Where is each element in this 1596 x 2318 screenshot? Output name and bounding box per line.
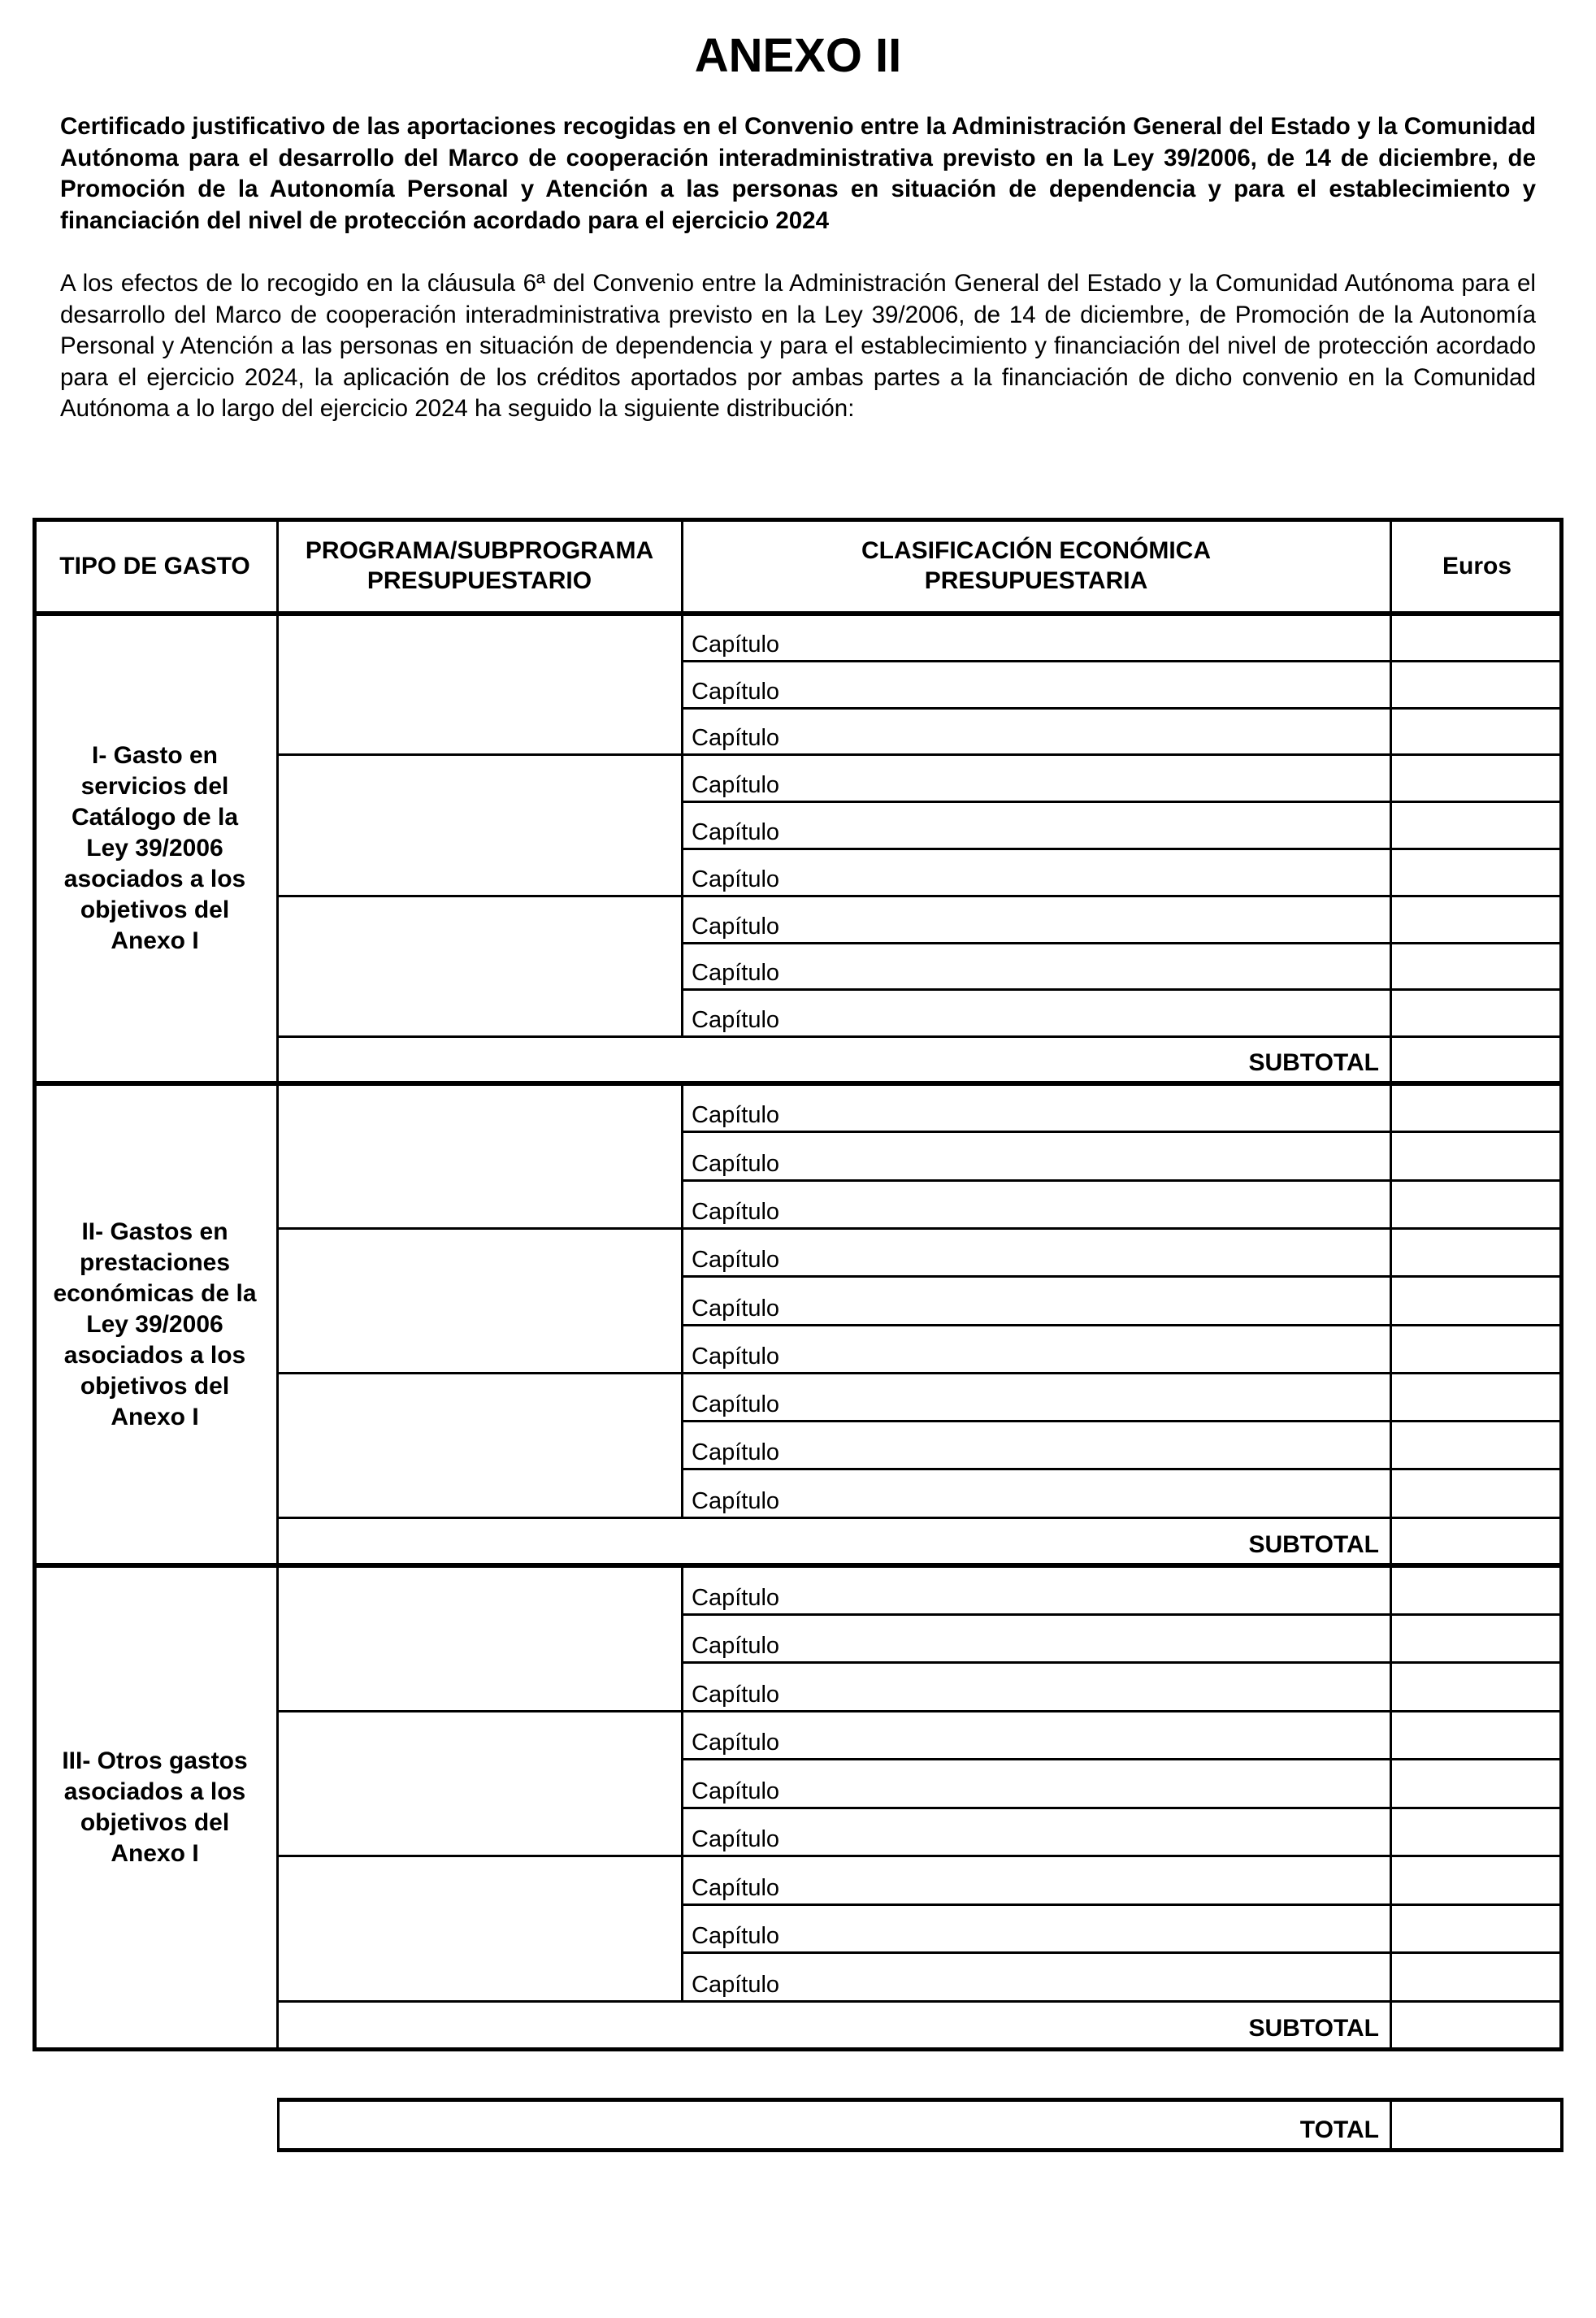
euros-input-cell[interactable] bbox=[1392, 1760, 1560, 1806]
capitulo-cell: Capítulo bbox=[692, 1584, 780, 1611]
header-programa-line1: PROGRAMA/SUBPROGRAMA bbox=[305, 537, 654, 564]
section-label-line: objetivos del bbox=[80, 1372, 230, 1400]
programa-input-cell[interactable] bbox=[279, 615, 680, 753]
euros-input-cell[interactable] bbox=[1392, 1182, 1560, 1226]
programa-input-cell[interactable] bbox=[279, 1857, 680, 1999]
capitulo-cell: Capítulo bbox=[692, 866, 780, 892]
programa-input-cell[interactable] bbox=[279, 1085, 680, 1226]
section-label-line: Catálogo de la bbox=[71, 804, 239, 831]
programa-input-cell[interactable] bbox=[279, 756, 680, 893]
section-label bbox=[33, 1565, 277, 2049]
euros-input-cell[interactable] bbox=[1392, 1422, 1560, 1467]
capitulo-cell: Capítulo bbox=[692, 1681, 780, 1708]
header-programa-line2: PRESUPUESTARIO bbox=[366, 567, 592, 594]
section-label-line: Ley 39/2006 bbox=[86, 835, 223, 862]
euros-input-cell[interactable] bbox=[1392, 1809, 1560, 1855]
euros-input-cell[interactable] bbox=[1392, 1230, 1560, 1274]
capitulo-cell: Capítulo bbox=[692, 1439, 780, 1466]
row-divider bbox=[277, 1517, 1563, 1519]
capitulo-cell: Capítulo bbox=[692, 1102, 780, 1129]
programa-input-cell[interactable] bbox=[279, 1374, 680, 1516]
euros-input-cell[interactable] bbox=[1392, 1085, 1560, 1130]
section-label-line: III- Otros gastos bbox=[62, 1747, 248, 1774]
euros-input-cell[interactable] bbox=[1392, 710, 1560, 753]
programa-input-cell[interactable] bbox=[279, 1712, 680, 1855]
total-value-cell[interactable] bbox=[1392, 2102, 1559, 2148]
header-clasificacion-line2: PRESUPUESTARIA bbox=[924, 567, 1148, 594]
euros-input-cell[interactable] bbox=[1392, 1616, 1560, 1661]
euros-input-cell[interactable] bbox=[1392, 803, 1560, 847]
capitulo-cell: Capítulo bbox=[692, 1778, 780, 1804]
euros-input-cell[interactable] bbox=[1392, 850, 1560, 894]
capitulo-cell: Capítulo bbox=[692, 1150, 780, 1177]
capitulo-cell: Capítulo bbox=[692, 1730, 780, 1756]
euros-input-cell[interactable] bbox=[1392, 1712, 1560, 1758]
capitulo-cell: Capítulo bbox=[692, 772, 780, 799]
euros-input-cell[interactable] bbox=[1392, 615, 1560, 659]
euros-input-cell[interactable] bbox=[1392, 1664, 1560, 1709]
section-label-line: II- Gastos en bbox=[81, 1218, 228, 1245]
page-title: ANEXO II bbox=[694, 29, 902, 82]
section-label-line: objetivos del bbox=[80, 896, 230, 923]
programa-input-cell[interactable] bbox=[279, 897, 680, 1035]
capitulo-cell: Capítulo bbox=[692, 725, 780, 752]
euros-input-cell[interactable] bbox=[1392, 1567, 1560, 1613]
capitulo-cell: Capítulo bbox=[692, 1198, 780, 1225]
section-label bbox=[33, 614, 277, 1083]
col-divider bbox=[681, 1565, 683, 2001]
section-label bbox=[33, 1083, 277, 1565]
euros-input-cell[interactable] bbox=[1392, 1954, 1560, 1999]
programa-input-cell[interactable] bbox=[279, 1230, 680, 1371]
intro-paragraph: A los efectos de lo recogido en la cláusula 6ª del Convenio entre la Administración General del Estado y la Comunidad Autónoma para el desarrollo del Marco de cooperación interadministrativa previsto en la Ley 39/2006, de 14 de diciembre, de Promoción de la Autonomía Personal y Atención a las personas en situación de dependencia y para el establecimiento y financiación del nivel de protección acordado para el ejercicio 2024, la aplicación de los créditos aportados por ambas partes a la financiación de dicho convenio en la Comunidad Autónoma a lo largo del ejercicio 2024 ha seguido la siguiente distribución: bbox=[60, 270, 1536, 422]
section-label-line: asociados a los bbox=[63, 1341, 246, 1369]
euros-input-cell[interactable] bbox=[1392, 1133, 1560, 1178]
euros-input-cell[interactable] bbox=[1392, 1470, 1560, 1515]
subtotal-label: SUBTOTAL bbox=[1248, 2015, 1379, 2042]
subtotal-value-cell[interactable] bbox=[1392, 1519, 1560, 1564]
capitulo-cell: Capítulo bbox=[692, 1391, 780, 1418]
section-label-line: asociados a los bbox=[63, 866, 246, 892]
header-clasificacion-line1: CLASIFICACIÓN ECONÓMICA bbox=[861, 537, 1211, 564]
section-label-line: asociados a los bbox=[63, 1778, 246, 1805]
section-label-line: objetivos del bbox=[80, 1808, 230, 1836]
euros-input-cell[interactable] bbox=[1392, 897, 1560, 941]
capitulo-cell: Capítulo bbox=[692, 1343, 780, 1370]
capitulo-cell: Capítulo bbox=[692, 1007, 780, 1034]
subtotal-label: SUBTOTAL bbox=[1248, 1531, 1379, 1558]
capitulo-cell: Capítulo bbox=[692, 913, 780, 940]
euros-input-cell[interactable] bbox=[1392, 1278, 1560, 1322]
row-divider bbox=[277, 2000, 1563, 2003]
total-label: TOTAL bbox=[1299, 2116, 1379, 2143]
euros-input-cell[interactable] bbox=[1392, 756, 1560, 800]
capitulo-cell: Capítulo bbox=[692, 1295, 780, 1322]
subtotal-value-cell[interactable] bbox=[1392, 2003, 1560, 2048]
section-label-line: prestaciones bbox=[79, 1248, 231, 1276]
capitulo-cell: Capítulo bbox=[692, 1826, 780, 1852]
capitulo-cell: Capítulo bbox=[692, 678, 780, 705]
euros-input-cell[interactable] bbox=[1392, 1326, 1560, 1371]
section-label-line: Anexo I bbox=[111, 1839, 199, 1867]
capitulo-cell: Capítulo bbox=[692, 1923, 780, 1949]
euros-input-cell[interactable] bbox=[1392, 991, 1560, 1035]
certificate-heading: Certificado justificativo de las aportaciones recogidas en el Convenio entre la Administración General del Estado y la Comunidad Autónoma para el desarrollo del Marco de cooperación interadministrativa previsto en la Ley 39/2006, de 14 de diciembre, de Promoción de la Autonomía Personal y Atención a las personas en situación de dependencia y para el establecimiento y financiación del nivel de protección acordado para el ejercicio 2024 bbox=[60, 113, 1536, 234]
section-label-line: I- Gasto en bbox=[91, 742, 219, 769]
section-label-line: Anexo I bbox=[111, 927, 199, 954]
header-clasificacion bbox=[682, 518, 1390, 614]
capitulo-cell: Capítulo bbox=[692, 1971, 780, 1998]
capitulo-cell: Capítulo bbox=[692, 960, 780, 987]
programa-input-cell[interactable] bbox=[279, 1567, 680, 1709]
euros-input-cell[interactable] bbox=[1392, 1857, 1560, 1903]
capitulo-cell: Capítulo bbox=[692, 1487, 780, 1514]
capitulo-cell: Capítulo bbox=[692, 1247, 780, 1274]
capitulo-cell: Capítulo bbox=[692, 631, 780, 658]
euros-input-cell[interactable] bbox=[1392, 944, 1560, 988]
header-programa bbox=[277, 518, 682, 614]
euros-input-cell[interactable] bbox=[1392, 662, 1560, 706]
capitulo-cell: Capítulo bbox=[692, 1874, 780, 1901]
section-label-line: económicas de la bbox=[53, 1279, 257, 1307]
header-tipo-gasto: TIPO DE GASTO bbox=[59, 552, 250, 580]
subtotal-label: SUBTOTAL bbox=[1248, 1049, 1379, 1076]
header-euros: Euros bbox=[1442, 552, 1512, 580]
col-divider bbox=[681, 1083, 683, 1517]
capitulo-cell: Capítulo bbox=[692, 819, 780, 845]
euros-input-cell[interactable] bbox=[1392, 1906, 1560, 1951]
section-label-line: Ley 39/2006 bbox=[86, 1310, 223, 1338]
section-label-line: servicios del bbox=[80, 773, 229, 800]
subtotal-value-cell[interactable] bbox=[1392, 1038, 1560, 1082]
section-label-line: Anexo I bbox=[111, 1403, 199, 1430]
row-divider bbox=[277, 1035, 1563, 1038]
col-divider bbox=[681, 614, 683, 1036]
euros-input-cell[interactable] bbox=[1392, 1374, 1560, 1419]
capitulo-cell: Capítulo bbox=[692, 1633, 780, 1659]
